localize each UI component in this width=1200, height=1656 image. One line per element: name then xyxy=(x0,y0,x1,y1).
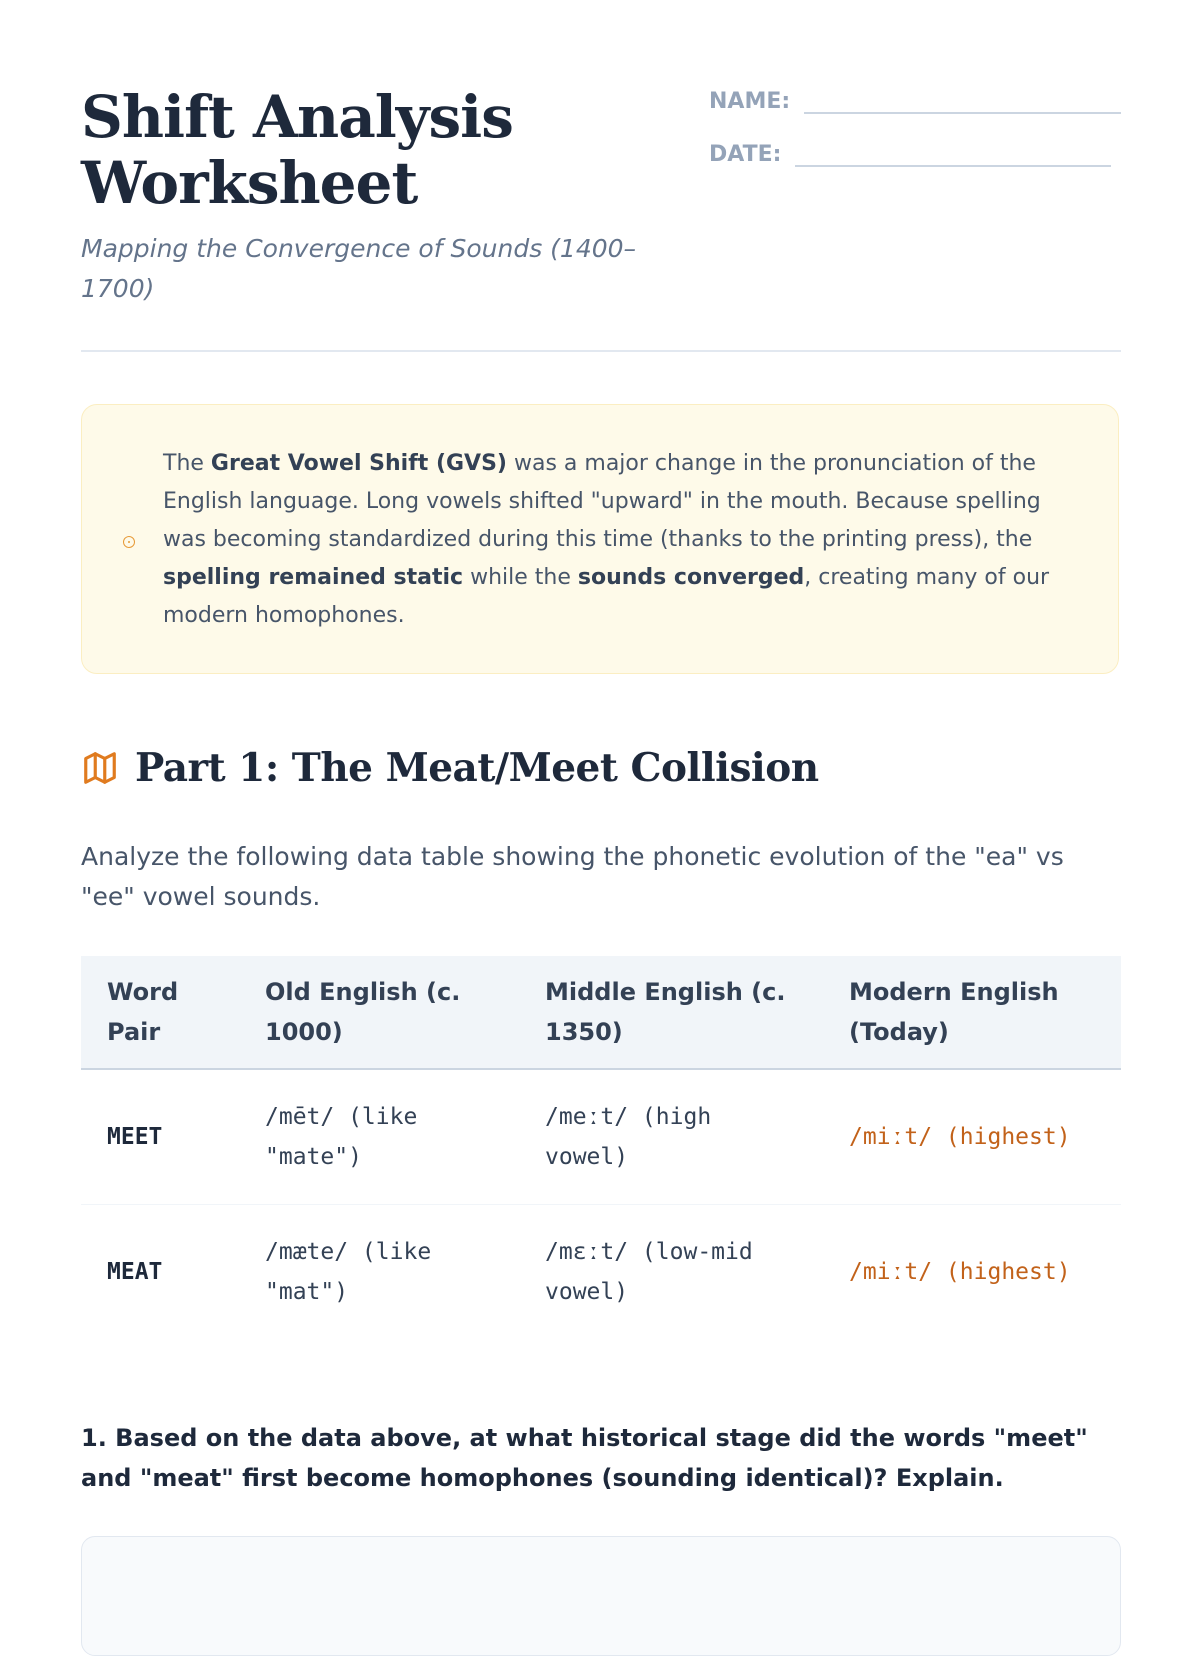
section-intro: Analyze the following data table showing the phonetic evolution of the "ea" vs "ee" vowel sounds. xyxy=(81,842,1064,911)
part1-heading xyxy=(81,745,819,791)
page-title: Shift Analysis Worksheet xyxy=(81,83,513,217)
info-circle-icon xyxy=(123,536,135,548)
column-header: Middle English (c. 1350) xyxy=(519,956,823,1069)
worksheet-page xyxy=(81,0,1121,1492)
name-field xyxy=(709,84,1121,114)
callout-emphasis: Great Vowel Shift (GVS) xyxy=(210,451,507,476)
answer-box-1[interactable] xyxy=(81,1536,1121,1656)
callout-emphasis: sounds converged xyxy=(577,565,805,590)
callout-text xyxy=(163,445,1063,635)
table-row xyxy=(81,1069,1121,1204)
callout-emphasis: spelling remained static xyxy=(163,565,464,590)
table-header-row xyxy=(81,956,1121,1069)
word-cell: MEET xyxy=(81,1069,239,1204)
middle-english-cell: /meːt/ (high vowel) xyxy=(519,1069,823,1204)
date-input-line[interactable] xyxy=(795,137,1111,167)
table-row xyxy=(81,1204,1121,1339)
date-label: DATE: xyxy=(709,142,782,167)
question-1: 1. Based on the data above, at what historical stage did the words "meet" and "meat" first become homophones (sounding identical)? Explain. xyxy=(81,1424,1088,1492)
date-field xyxy=(709,137,1121,167)
name-label: NAME: xyxy=(709,89,791,114)
column-header: Old English (c. 1000) xyxy=(239,956,519,1069)
callout-text-part: while the xyxy=(463,565,578,590)
map-icon xyxy=(81,749,119,787)
callout-text-part: , creating many of our modern homophones. xyxy=(163,565,1050,628)
modern-english-cell: /miːt/ (highest) xyxy=(849,1258,1071,1285)
old-english-cell: /mēt/ (like "mate") xyxy=(239,1069,519,1204)
callout-text-part: The xyxy=(163,451,211,476)
middle-english-cell: /mɛːt/ (low-mid vowel) xyxy=(545,1238,753,1305)
modern-english-cell: /miːt/ (highest) xyxy=(823,1069,1121,1204)
info-callout xyxy=(81,404,1119,674)
callout-text-part: was a major change in the pronunciation of the English language. Long vowels shifted "upward" in the mouth. Because spelling was becoming standardized during this time (thanks to the printing press), the xyxy=(163,451,1041,552)
page-subtitle: Mapping the Convergence of Sounds (1400–1700) xyxy=(81,234,637,303)
worksheet-header xyxy=(81,0,1121,352)
column-header: Modern English (Today) xyxy=(823,956,1121,1069)
section-title: Part 1: The Meat/Meet Collision xyxy=(135,745,819,791)
name-input-line[interactable] xyxy=(804,84,1121,114)
phonetic-table xyxy=(81,956,1121,1339)
column-header: Word Pair xyxy=(81,956,239,1069)
old-english-cell: /mæte/ (like "mat") xyxy=(265,1238,432,1305)
word-cell: MEAT xyxy=(107,1258,163,1285)
